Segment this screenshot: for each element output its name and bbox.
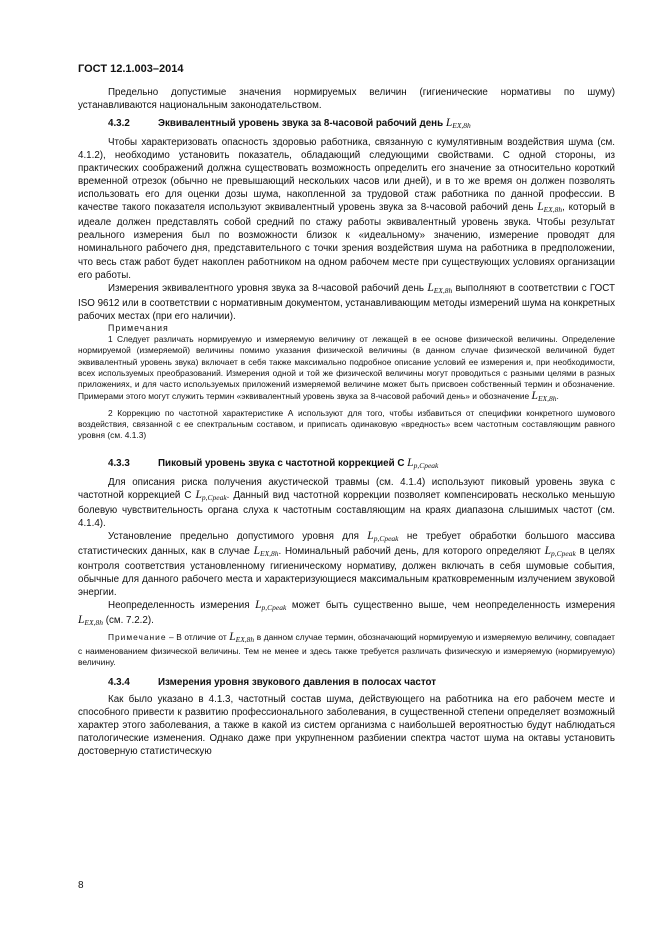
section-title: Эквивалентный уровень звука за 8-часовой рабочий день [158, 118, 444, 130]
paragraph-4-3-2-1: Чтобы характеризовать опасность здоровью работника, связанную с кумулятивным воздействия шума (см. 4.1.2), необходимо установить показатель, обладающий следующими свойствами. С одной стороны, из практических соображений должна существовать возможность определить его значение за относительно короткий временной отрезок (обычно не превышающий нескольких часов или дней), и в то же время он должен позволять использовать его для оценки дозы шума, накопленной за трудовой стаж работника по данной профессии. В качестве такого показателя используют эквивалентный уровень звука за 8-часовой рабочий день $L_{EX,8h}$, который в идеале должен представлять собой средний по стажу работы эквивалентный уровень звука. Чтобы результат реального измерения был по возможности близок к «идеальному» значению, измерение проводят для номинального рабочего дня, представительного с точки зрения воздействия шума на работника в предположении, что весь стаж работ будет накоплен работником на одном рабочем месте при существующих условиях организации его работы. [78, 137, 615, 281]
symbol-lex8h: $L_{EX,8h}$ [531, 389, 557, 403]
paragraph-4-3-3-2: Установление предельно допустимого уровня для $L_{p,Cpeak}$ не требует обработки большого массива статистических данных, как в случае $L_{EX,8h}$. Номинальный рабочий день, для которого определяют $L_{p,Cpeak}$ в целях контроля соответствия установленному гигиеническому нормативу, должен включать в себя шумовые события, обычные для данного рабочего места и характеризующиеся максимальным кратковременным излучением звуковой энергии. [78, 529, 615, 599]
notes-heading: Примечания [108, 322, 169, 333]
symbol-lex8h: $L_{EX,8h}$ [253, 544, 279, 558]
section-title: Измерения уровня звукового давления в полосах частот [158, 677, 437, 689]
note-label: Примечание [108, 632, 167, 643]
page-body [78, 86, 615, 758]
section-4-3-4-heading [78, 676, 615, 689]
symbol-lpcpeak: $L_{p,Cpeak}$ [255, 599, 287, 613]
section-4-3-2-heading [78, 117, 615, 132]
symbol-lex8h: $L_{EX,8h}$ [78, 614, 103, 628]
section-4-3-3-heading [78, 457, 615, 472]
symbol-lex8h: $L_{EX,8h}$ [229, 631, 255, 645]
symbol-lex8h: $L_{EX,8h}$ [445, 117, 471, 131]
note-2: 2 Коррекцию по частотной характеристике А используют для того, чтобы избавиться от специфики конкретного шумового воздействия, связанной с ее спектральным составом, и приписать одинаковую «вредность» всем частотным составляющим равного уровня (см. 4.1.3) [78, 407, 615, 441]
symbol-lex8h: $L_{EX,8h}$ [537, 201, 563, 215]
symbol-lpcpeak: $L_{p,Cpeak}$ [195, 488, 227, 502]
note-1: 1 Следует различать нормируемую и измеряемую величину от лежащей в ее основе физической величины. Определение нормируемой (измеряемой) величины помимо указания физической величины (в данном случае физической величиной будет эквивалентный уровень звука) включает в себя также максимально подробное описание условий ее измерения и, при необходимости, всех используемых преобразований. Измерения одной и той же физической величины могут проводиться с разными целями в разных приложениях, и для часто используемых приложений измеряемой величине может быть присвоен собственный термин и обозначение. Примерами этого могут служить термин «эквивалентный уровень звука за 8-часовой рабочий день» и обозначение $L_{EX,8h}$. [78, 334, 615, 403]
paragraph-4-3-4-1: Как было указано в 4.1.3, частотный состав шума, действующего на работника на его рабочем месте и способного привести к развитию профессионального заболевания, в существенной степени определяет возможный характер этого заболевания, а также в какой из систем организма с наибольшей вероятностью будут наблюдаться патологические изменения. Однако даже при укрупненном разбиении спектра частот шума на октавы установить достоверную статистическую [78, 694, 615, 758]
symbol-lpcpeak: $L_{p,Cpeak}$ [544, 544, 576, 558]
paragraph-4-3-2-2: Измерения эквивалентного уровня звука за 8-часовой рабочий день $L_{EX,8h}$ выполняют в соответствии с ГОСТ ISO 9612 или в соответствии с нормативным документом, устанавливающим методы измерений шума на конкретных рабочих местах (при его наличии). [78, 281, 615, 322]
section-number: 4.3.3 [108, 457, 130, 469]
note-3: Примечание – В отличие от $L_{EX,8h}$ в данном случае термин, обозначающий нормируемую и измеряемую величину, совпадает с наименованием физической величины. Тем не менее и здесь также требуется различать физическую и измеряемую (нормируемую) величину. [78, 631, 615, 667]
paragraph-4-3-3-3: Неопределенность измерения $L_{p,Cpeak}$ может быть существенно выше, чем неопределенность измерения $L_{EX,8h}$ (см. 7.2.2). [78, 599, 616, 628]
symbol-lpcpeak: $L_{p,Cpeak}$ [407, 456, 439, 470]
paragraph-4-3-3-1: Для описания риска получения акустической травмы (см. 4.1.4) используют пиковый уровень звука с частотной коррекцией С $L_{p,Cpeak}$. Данный вид частотной коррекции позволяет компенсировать несколько меньшую болевую чувствительность органа слуха к частотным составляющим на краях диапазона слышимых частот (см. 4.1.4). [78, 476, 615, 529]
page-number: 8 [78, 880, 84, 891]
intro-paragraph: Предельно допустимые значения нормируемых величин (гигиенические нормативы по шуму) устанавливаются национальным законодательством. [78, 87, 615, 112]
section-number: 4.3.2 [108, 118, 130, 130]
symbol-lpcpeak: $L_{p,Cpeak}$ [367, 529, 399, 543]
section-title: Пиковый уровень звука с частотной коррекцией С [158, 457, 405, 469]
section-number: 4.3.4 [108, 677, 130, 689]
document-code-header: ГОСТ 12.1.003–2014 [78, 63, 184, 75]
symbol-lex8h: $L_{EX,8h}$ [427, 281, 453, 295]
